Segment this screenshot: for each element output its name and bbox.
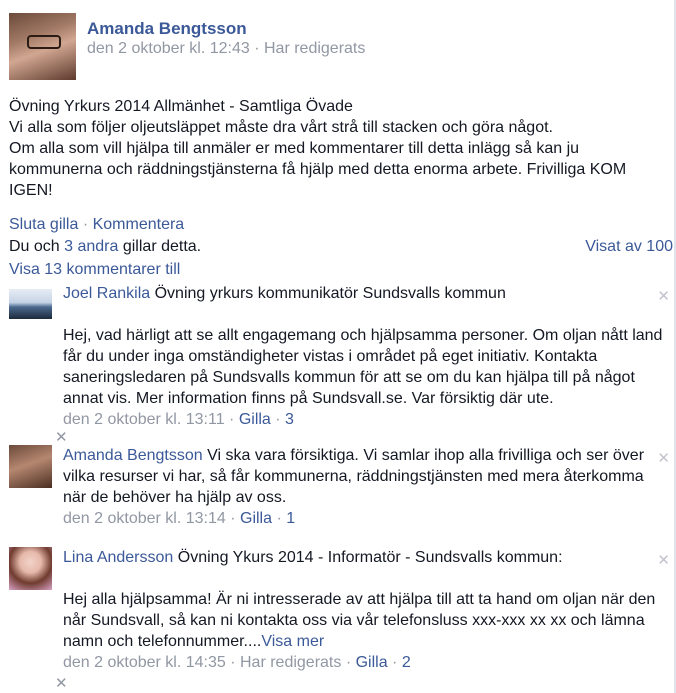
comment-headline: Övning yrkurs kommunikatör Sundsvalls kommun <box>154 285 506 302</box>
comment-link[interactable]: Kommentera <box>92 216 185 233</box>
post-meta <box>87 40 365 58</box>
commenter-name[interactable]: Lina Andersson <box>63 549 174 566</box>
likes-summary <box>9 238 201 256</box>
commenter-avatar[interactable] <box>9 289 52 319</box>
comment-content <box>63 547 669 673</box>
post-line: Övning Yrkurs 2014 Allmänhet - Samtliga Övade <box>9 98 353 115</box>
post-body <box>9 96 659 201</box>
post-actions <box>9 216 184 234</box>
comment-timestamp[interactable]: den 2 oktober kl. 14:35 <box>63 654 226 671</box>
close-icon[interactable]: ✕ <box>55 675 68 692</box>
meta-separator: · <box>249 40 264 57</box>
likes-suffix: gillar detta. <box>118 238 202 255</box>
comment-timestamp[interactable]: den 2 oktober kl. 13:11 <box>63 411 225 428</box>
comment-like-link[interactable]: Gilla <box>240 510 273 527</box>
commenter-name[interactable]: Amanda Bengtsson <box>63 447 203 464</box>
comment-like-link[interactable]: Gilla <box>355 654 388 671</box>
view-more-comments-link[interactable]: Visa 13 kommentarer till <box>9 261 181 278</box>
comment-timestamp[interactable]: den 2 oktober kl. 13:14 <box>63 510 226 527</box>
post-edited-label[interactable]: Har redigerats <box>264 40 366 57</box>
post-timestamp[interactable]: den 2 oktober kl. 12:43 <box>87 40 250 57</box>
seen-by-link[interactable]: Visat av 100 <box>585 238 673 255</box>
comment-like-count[interactable]: 3 <box>285 411 294 428</box>
commenter-avatar[interactable] <box>9 445 52 488</box>
comment-content <box>63 283 669 430</box>
comment-meta: den 2 oktober kl. 13:14 · Gilla · 1 <box>63 510 296 527</box>
comment-body: Hej, vad härligt att se allt engagemang och hjälpsamma personer. Om oljan nått land får du under inga omständigheter vistas i området på eget initiativ. Kontakta saneringsledaren på Sundsvalls kommun för att se om du kan hjälpa till på något annat vis. Mer information finns på Sundsvall.se. Var försiktig där ute. <box>63 327 663 407</box>
close-icon[interactable]: ✕ <box>657 450 670 467</box>
action-separator: · <box>78 216 93 233</box>
unlike-link[interactable]: Sluta gilla <box>9 216 79 233</box>
comment-headline: Vi ska vara försiktiga. Vi samlar ihop alla frivilliga och ser över vilka resurser vi har, så får kommunerna, räddningstjänsten med mera återkomma när de behöver ha hjälp av oss. <box>63 447 645 506</box>
likes-others-link[interactable]: 3 andra <box>64 238 119 255</box>
see-more-link[interactable]: Visa mer <box>261 633 325 650</box>
comment-like-link[interactable]: Gilla <box>238 411 271 428</box>
close-icon[interactable]: ✕ <box>657 288 670 305</box>
comment-content <box>63 445 669 529</box>
comment-body: Hej alla hjälpsamma! Är ni intresserade av att hjälpa till att ta hand om oljan när den når Sundsvall, så kan ni kontakta oss via vår telefonsluss xxx-xxx xx xx och lämna namn och telefonnummer.... <box>63 591 656 650</box>
comment-edited-label[interactable]: Har redigerats <box>240 654 342 671</box>
comment-like-count[interactable]: 1 <box>286 510 296 527</box>
commenter-avatar[interactable] <box>9 547 52 590</box>
close-icon[interactable]: ✕ <box>657 552 670 569</box>
comment-headline: Övning Ykurs 2014 - Informatör - Sundsvalls kommun: <box>177 549 563 566</box>
post-line: Om alla som vill hjälpa till anmäler er med kommentarer till detta inlägg så kan ju kommunerna och räddningstjänsterna få hjälp med detta enorma arbete. Frivilliga KOM IGEN! <box>9 140 627 199</box>
post-line: Vi alla som följer oljeutsläppet måste dra vårt strå till stacken och göra något. <box>9 119 553 136</box>
comment-meta: den 2 oktober kl. 13:11 · Gilla · 3 <box>63 411 294 428</box>
close-icon[interactable]: ✕ <box>55 429 68 446</box>
author-avatar[interactable] <box>9 13 76 80</box>
comment-like-count[interactable]: 2 <box>401 654 411 671</box>
commenter-name[interactable]: Joel Rankila <box>63 285 151 302</box>
likes-prefix: Du och <box>9 238 65 255</box>
comment-meta: den 2 oktober kl. 14:35 · Har redigerats · Gilla · 2 <box>63 654 411 671</box>
post-author-name[interactable]: Amanda Bengtsson <box>87 19 247 38</box>
